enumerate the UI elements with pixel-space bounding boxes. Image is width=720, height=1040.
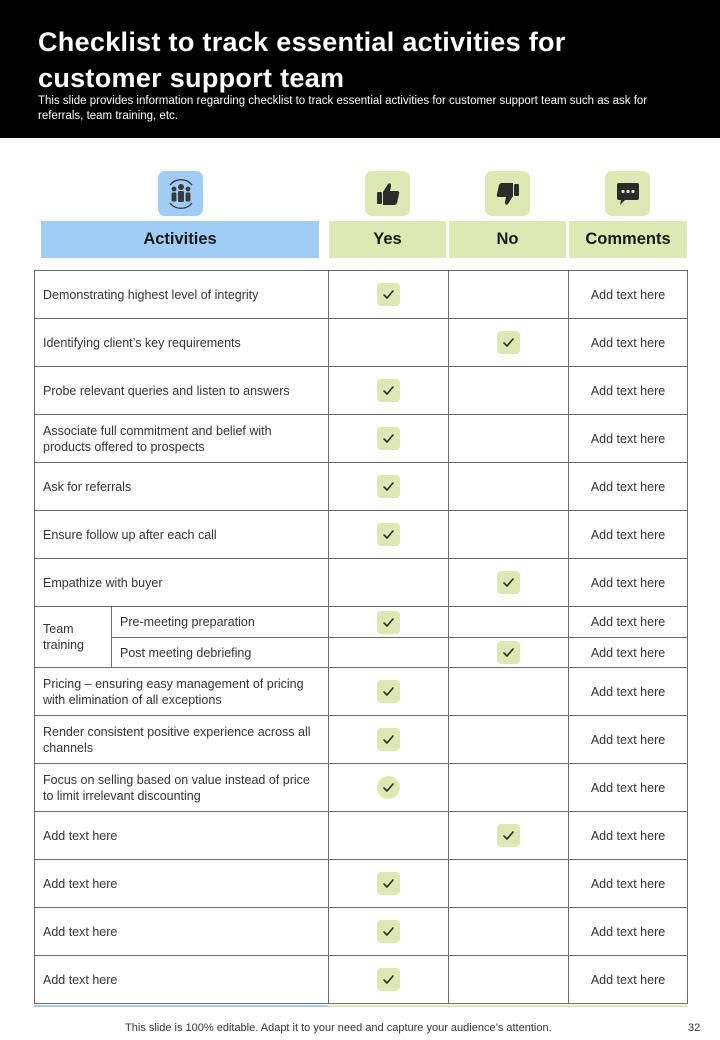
table-row — [35, 956, 688, 1004]
activity-cell: Ensure follow up after each call — [35, 511, 329, 559]
yes-cell[interactable] — [329, 511, 449, 559]
check-mark-icon — [377, 680, 400, 703]
comment-cell[interactable]: Add text here — [569, 956, 688, 1004]
checklist-table — [34, 270, 687, 1004]
comment-cell[interactable]: Add text here — [569, 271, 688, 319]
slide-header — [0, 0, 720, 138]
comment-cell[interactable]: Add text here — [569, 638, 688, 668]
no-cell[interactable] — [449, 716, 569, 764]
no-cell[interactable] — [449, 367, 569, 415]
thumbs-down-icon — [485, 171, 530, 216]
yes-cell[interactable] — [329, 860, 449, 908]
check-mark-icon — [497, 571, 520, 594]
check-mark-icon — [377, 728, 400, 751]
check-mark-icon — [377, 872, 400, 895]
activities-column-underline — [34, 1005, 328, 1007]
activity-cell: Add text here — [35, 812, 329, 860]
yes-cell[interactable] — [329, 638, 449, 668]
activity-cell: Pricing – ensuring easy management of pricing with elimination of all exceptions — [35, 668, 329, 716]
check-mark-icon — [377, 968, 400, 991]
table-row — [35, 716, 688, 764]
comment-cell[interactable]: Add text here — [569, 319, 688, 367]
check-mark-icon — [377, 523, 400, 546]
no-cell[interactable] — [449, 319, 569, 367]
table-row — [35, 319, 688, 367]
no-cell[interactable] — [449, 638, 569, 668]
yes-cell[interactable] — [329, 319, 449, 367]
check-mark-icon — [497, 824, 520, 847]
table-row — [35, 908, 688, 956]
check-mark-icon — [377, 475, 400, 498]
no-cell[interactable] — [449, 668, 569, 716]
answer-columns-underline — [328, 1005, 687, 1007]
yes-cell[interactable] — [329, 463, 449, 511]
no-cell[interactable] — [449, 511, 569, 559]
comment-cell[interactable]: Add text here — [569, 668, 688, 716]
yes-cell[interactable] — [329, 956, 449, 1004]
activity-cell: Add text here — [35, 956, 329, 1004]
activity-cell: Focus on selling based on value instead of price to limit irrelevant discounting — [35, 764, 329, 812]
no-cell[interactable] — [449, 860, 569, 908]
comment-cell[interactable]: Add text here — [569, 367, 688, 415]
comment-cell[interactable]: Add text here — [569, 415, 688, 463]
team-training-group-cell: Team training — [35, 607, 112, 668]
team-people-icon — [158, 171, 203, 216]
table-row — [35, 511, 688, 559]
page-number: 32 — [688, 1022, 701, 1034]
comment-cell[interactable]: Add text here — [569, 511, 688, 559]
activity-cell: Ask for referrals — [35, 463, 329, 511]
activity-cell: Add text here — [35, 908, 329, 956]
comment-cell[interactable]: Add text here — [569, 463, 688, 511]
no-cell[interactable] — [449, 956, 569, 1004]
page-title: Checklist to track essential activities for customer support team — [38, 27, 566, 93]
table-row — [35, 271, 688, 319]
yes-cell[interactable] — [329, 668, 449, 716]
no-cell[interactable] — [449, 271, 569, 319]
sub-activity-cell: Pre-meeting preparation — [112, 607, 329, 638]
comment-cell[interactable]: Add text here — [569, 860, 688, 908]
no-cell[interactable] — [449, 607, 569, 638]
column-header-no: No — [449, 221, 566, 258]
yes-cell[interactable] — [329, 367, 449, 415]
comment-cell[interactable]: Add text here — [569, 764, 688, 812]
table-row — [35, 860, 688, 908]
footer-note: This slide is 100% editable. Adapt it to your need and capture your audience’s attention. — [125, 1022, 552, 1034]
activity-cell: Empathize with buyer — [35, 559, 329, 607]
sub-activity-cell: Post meeting debriefing — [112, 638, 329, 668]
yes-cell[interactable] — [329, 559, 449, 607]
comment-cell[interactable]: Add text here — [569, 908, 688, 956]
activity-cell: Add text here — [35, 860, 329, 908]
no-cell[interactable] — [449, 908, 569, 956]
activity-cell: Demonstrating highest level of integrity — [35, 271, 329, 319]
table-row — [35, 559, 688, 607]
table-row — [35, 764, 688, 812]
no-cell[interactable] — [449, 415, 569, 463]
activity-cell: Identifying client’s key requirements — [35, 319, 329, 367]
no-cell[interactable] — [449, 463, 569, 511]
yes-cell[interactable] — [329, 812, 449, 860]
check-mark-icon — [377, 283, 400, 306]
yes-cell[interactable] — [329, 607, 449, 638]
column-header-activities: Activities — [41, 221, 319, 258]
check-mark-icon — [497, 641, 520, 664]
comment-cell[interactable]: Add text here — [569, 812, 688, 860]
thumbs-up-icon — [365, 171, 410, 216]
no-cell[interactable] — [449, 812, 569, 860]
yes-cell[interactable] — [329, 764, 449, 812]
activity-cell: Associate full commitment and belief with products offered to prospects — [35, 415, 329, 463]
column-header-comments: Comments — [569, 221, 687, 258]
yes-cell[interactable] — [329, 271, 449, 319]
check-mark-icon — [497, 331, 520, 354]
table-row — [35, 463, 688, 511]
check-mark-icon — [377, 776, 400, 799]
table-row — [35, 812, 688, 860]
no-cell[interactable] — [449, 559, 569, 607]
yes-cell[interactable] — [329, 908, 449, 956]
comment-cell[interactable]: Add text here — [569, 607, 688, 638]
yes-cell[interactable] — [329, 415, 449, 463]
column-header-yes: Yes — [329, 221, 446, 258]
check-mark-icon — [377, 920, 400, 943]
chat-bubble-icon — [605, 171, 650, 216]
no-cell[interactable] — [449, 764, 569, 812]
activity-cell: Probe relevant queries and listen to answers — [35, 367, 329, 415]
check-mark-icon — [377, 427, 400, 450]
comment-cell[interactable]: Add text here — [569, 559, 688, 607]
check-mark-icon — [377, 611, 400, 634]
page-subtitle: This slide provides information regarding checklist to track essential activities for customer support team such as ask for referrals, team training, etc. — [38, 95, 648, 122]
yes-cell[interactable] — [329, 716, 449, 764]
table-row — [35, 367, 688, 415]
comment-cell[interactable]: Add text here — [569, 716, 688, 764]
check-mark-icon — [377, 379, 400, 402]
table-row — [35, 638, 688, 668]
table-row — [35, 607, 688, 638]
table-row — [35, 415, 688, 463]
activity-cell: Render consistent positive experience across all channels — [35, 716, 329, 764]
table-row — [35, 668, 688, 716]
